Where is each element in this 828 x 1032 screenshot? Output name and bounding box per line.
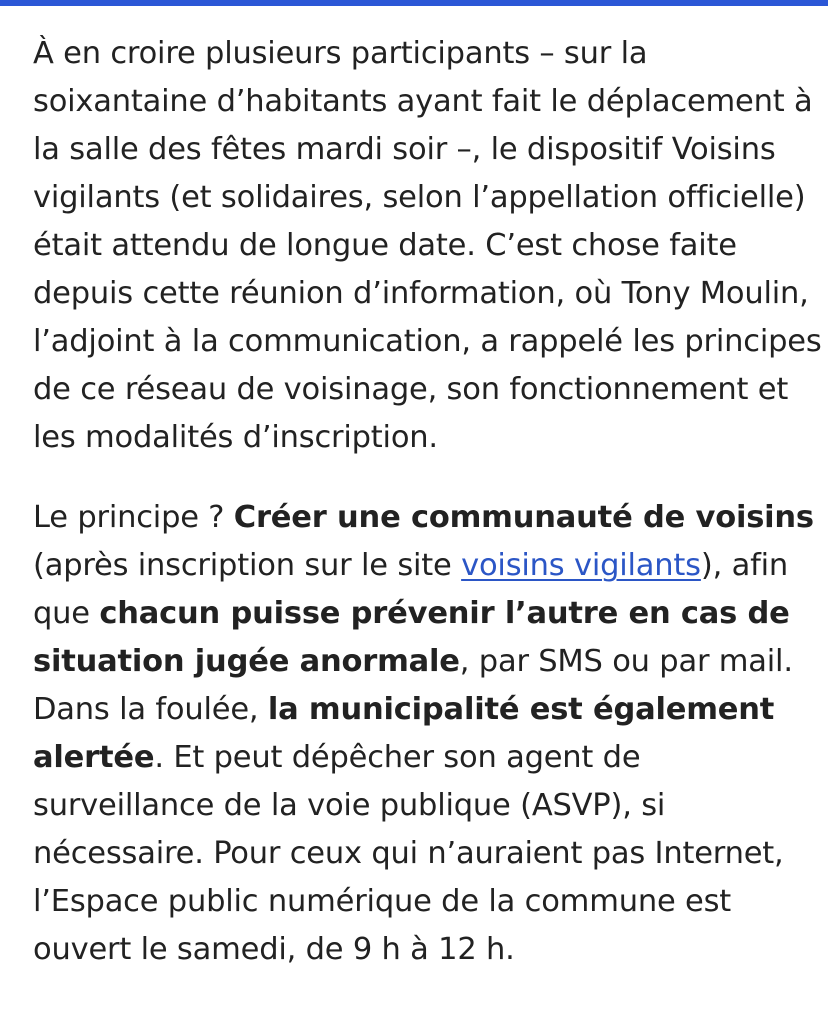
article-paragraph-1: À en croire plusieurs participants – sur la soixantaine d’habitants ayant fait le déplacement à la salle des fêtes mardi soir –, le dispositif Voisins vigilants (et solidaires, selon l’appellation officielle) était attendu de longue date. C’est chose faite depuis cette réunion d’information, où Tony Moulin, l’adjoint à la communication, a rappelé les principes de ce réseau de voisinage, son fonctionnement et les modalités d’inscription.	[33, 36, 822, 455]
link-continuation: ), afin que	[33, 548, 789, 631]
article-body	[33, 30, 823, 974]
bold-alert-phrase: chacun puisse prévenir l’autre en cas de situation jugée anormale	[33, 596, 790, 679]
voisins-vigilants-link[interactable]: voisins vigilants	[461, 548, 701, 583]
bold-community-phrase: Créer une communauté de voisins	[233, 500, 814, 535]
paragraph-intro: Le principe ?	[33, 500, 234, 535]
alert-continuation: , par SMS ou par mail. Dans la foulée,	[33, 644, 793, 727]
paragraph-ending: . Et peut dépêcher son agent de surveillance de la voie publique (ASVP), si nécessaire. Pour ceux qui n’auraient pas Internet, l’Espace public numérique de la commune est ouvert le samedi, de 9 h à 12 h.	[33, 740, 784, 967]
community-continuation: (après inscription sur le site	[33, 548, 462, 583]
bold-municipality-phrase: la municipalité est également alertée	[33, 692, 775, 775]
top-accent-bar	[0, 0, 828, 6]
article-paragraph-2	[33, 494, 823, 974]
